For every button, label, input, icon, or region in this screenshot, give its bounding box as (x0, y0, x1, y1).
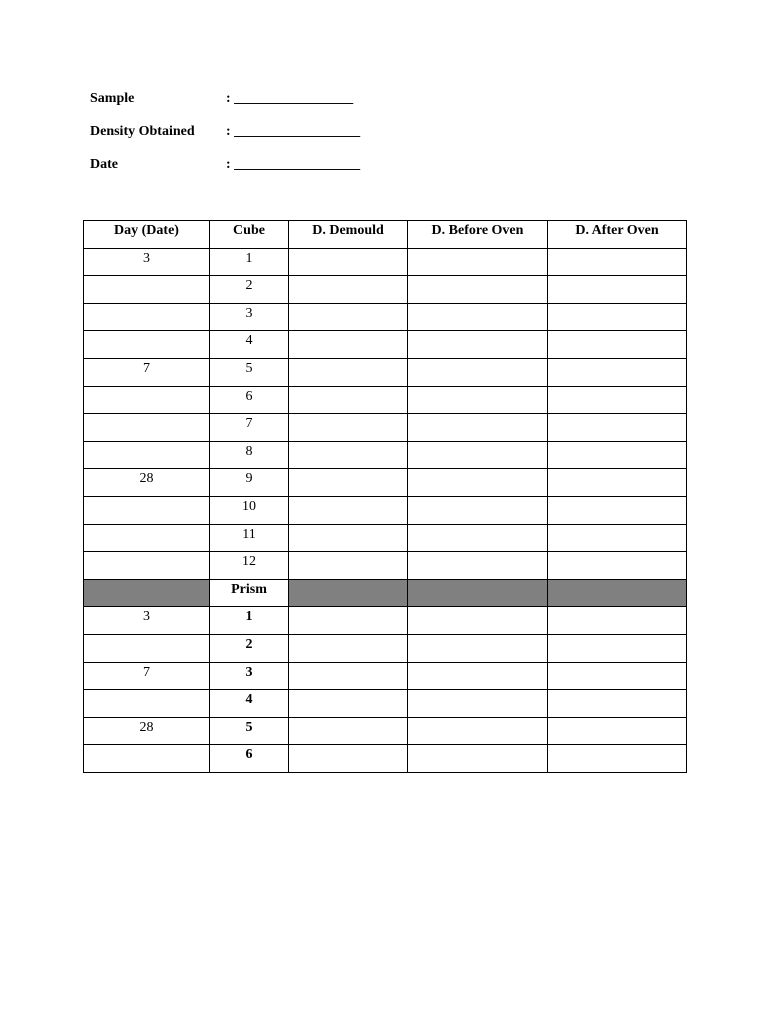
demould-cell[interactable] (289, 524, 408, 552)
day-cell (84, 690, 210, 718)
cube-row (84, 552, 687, 580)
prism-number-cell: 4 (210, 690, 289, 718)
cube-row (84, 441, 687, 469)
prism-number-cell: 5 (210, 717, 289, 745)
before-oven-cell[interactable] (408, 276, 548, 304)
after-oven-cell[interactable] (548, 303, 687, 331)
before-oven-cell[interactable] (408, 552, 548, 580)
day-cell: 3 (84, 607, 210, 635)
cube-number-cell: 9 (210, 469, 289, 497)
density-table (83, 220, 687, 773)
demould-cell[interactable] (289, 662, 408, 690)
prism-section-header-row (84, 579, 687, 607)
prism-row (84, 745, 687, 773)
before-oven-cell[interactable] (408, 524, 548, 552)
cube-row (84, 524, 687, 552)
after-oven-cell[interactable] (548, 496, 687, 524)
cube-row (84, 386, 687, 414)
after-oven-cell[interactable] (548, 745, 687, 773)
table-header-row (84, 221, 687, 249)
prism-number-cell: 1 (210, 607, 289, 635)
demould-cell[interactable] (289, 496, 408, 524)
sample-label: Sample (90, 91, 135, 106)
date-value-line[interactable]: : __________________ (226, 157, 361, 172)
before-oven-cell[interactable] (408, 414, 548, 442)
header-day: Day (Date) (84, 221, 210, 249)
demould-cell[interactable] (289, 276, 408, 304)
header-after-oven: D. After Oven (548, 221, 687, 249)
cube-row (84, 303, 687, 331)
before-oven-cell[interactable] (408, 745, 548, 773)
demould-cell[interactable] (289, 386, 408, 414)
cube-row (84, 496, 687, 524)
before-oven-cell[interactable] (408, 634, 548, 662)
day-cell: 7 (84, 662, 210, 690)
sample-value-line[interactable]: : _________________ (226, 91, 354, 106)
demould-cell[interactable] (289, 469, 408, 497)
before-oven-cell[interactable] (408, 496, 548, 524)
demould-cell[interactable] (289, 690, 408, 718)
demould-cell[interactable] (289, 331, 408, 359)
cube-number-cell: 2 (210, 276, 289, 304)
day-cell: 28 (84, 717, 210, 745)
after-oven-cell[interactable] (548, 634, 687, 662)
prism-header: Prism (210, 579, 289, 607)
day-cell (84, 386, 210, 414)
demould-cell[interactable] (289, 717, 408, 745)
date-label: Date (90, 157, 118, 172)
day-cell: 3 (84, 248, 210, 276)
day-cell (84, 524, 210, 552)
prism-row (84, 607, 687, 635)
cube-row (84, 469, 687, 497)
day-cell (84, 414, 210, 442)
demould-cell[interactable] (289, 745, 408, 773)
day-cell (84, 303, 210, 331)
demould-cell[interactable] (289, 248, 408, 276)
cube-number-cell: 3 (210, 303, 289, 331)
prism-row (84, 662, 687, 690)
cube-row (84, 276, 687, 304)
day-cell (84, 634, 210, 662)
day-cell (84, 331, 210, 359)
after-oven-cell[interactable] (548, 552, 687, 580)
before-oven-cell[interactable] (408, 331, 548, 359)
day-cell: 28 (84, 469, 210, 497)
after-oven-cell[interactable] (548, 441, 687, 469)
before-oven-cell[interactable] (408, 441, 548, 469)
cube-number-cell: 7 (210, 414, 289, 442)
header-before-oven: D. Before Oven (408, 221, 548, 249)
before-oven-cell[interactable] (408, 248, 548, 276)
cube-number-cell: 10 (210, 496, 289, 524)
shaded-cell (84, 579, 210, 607)
density-value-line[interactable]: : __________________ (226, 124, 361, 139)
demould-cell[interactable] (289, 303, 408, 331)
cube-number-cell: 12 (210, 552, 289, 580)
before-oven-cell[interactable] (408, 607, 548, 635)
after-oven-cell[interactable] (548, 331, 687, 359)
demould-cell[interactable] (289, 441, 408, 469)
before-oven-cell[interactable] (408, 303, 548, 331)
cube-row (84, 248, 687, 276)
prism-number-cell: 6 (210, 745, 289, 773)
before-oven-cell[interactable] (408, 358, 548, 386)
cube-number-cell: 6 (210, 386, 289, 414)
prism-number-cell: 3 (210, 662, 289, 690)
after-oven-cell[interactable] (548, 662, 687, 690)
day-cell (84, 745, 210, 773)
after-oven-cell[interactable] (548, 414, 687, 442)
after-oven-cell[interactable] (548, 469, 687, 497)
day-cell (84, 552, 210, 580)
cube-number-cell: 4 (210, 331, 289, 359)
demould-cell[interactable] (289, 634, 408, 662)
day-cell (84, 441, 210, 469)
shaded-cell (548, 579, 687, 607)
before-oven-cell[interactable] (408, 469, 548, 497)
prism-row (84, 690, 687, 718)
cube-row (84, 358, 687, 386)
before-oven-cell[interactable] (408, 690, 548, 718)
header-cube: Cube (210, 221, 289, 249)
cube-number-cell: 11 (210, 524, 289, 552)
cube-number-cell: 5 (210, 358, 289, 386)
after-oven-cell[interactable] (548, 690, 687, 718)
after-oven-cell[interactable] (548, 386, 687, 414)
after-oven-cell[interactable] (548, 524, 687, 552)
prism-number-cell: 2 (210, 634, 289, 662)
after-oven-cell[interactable] (548, 358, 687, 386)
day-cell (84, 276, 210, 304)
density-label: Density Obtained (90, 124, 195, 139)
before-oven-cell[interactable] (408, 662, 548, 690)
demould-cell[interactable] (289, 607, 408, 635)
after-oven-cell[interactable] (548, 276, 687, 304)
cube-number-cell: 8 (210, 441, 289, 469)
before-oven-cell[interactable] (408, 717, 548, 745)
prism-row (84, 717, 687, 745)
day-cell (84, 496, 210, 524)
before-oven-cell[interactable] (408, 386, 548, 414)
shaded-cell (289, 579, 408, 607)
cube-row (84, 414, 687, 442)
cube-number-cell: 1 (210, 248, 289, 276)
cube-row (84, 331, 687, 359)
after-oven-cell[interactable] (548, 717, 687, 745)
shaded-cell (408, 579, 548, 607)
demould-cell[interactable] (289, 552, 408, 580)
after-oven-cell[interactable] (548, 607, 687, 635)
after-oven-cell[interactable] (548, 248, 687, 276)
demould-cell[interactable] (289, 358, 408, 386)
prism-row (84, 634, 687, 662)
demould-cell[interactable] (289, 414, 408, 442)
day-cell: 7 (84, 358, 210, 386)
header-demould: D. Demould (289, 221, 408, 249)
